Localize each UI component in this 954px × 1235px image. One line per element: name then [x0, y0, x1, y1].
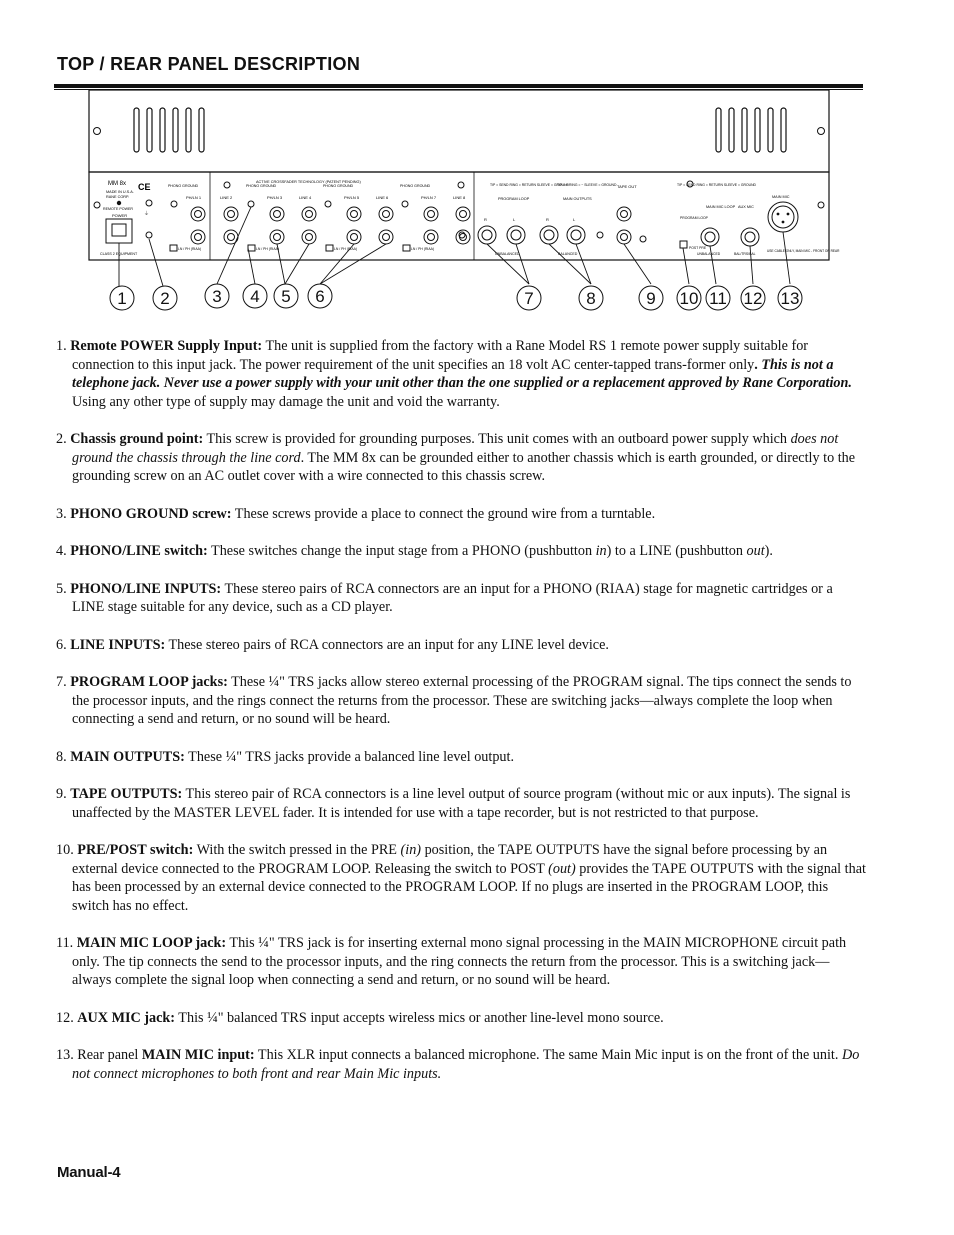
svg-text:R: R: [484, 217, 487, 222]
svg-text:TAPE OUT: TAPE OUT: [617, 184, 637, 189]
svg-text:LN / PH (RIAA): LN / PH (RIAA): [334, 247, 357, 251]
svg-text:CLASS 2 EQUIPMENT: CLASS 2 EQUIPMENT: [100, 252, 138, 256]
callout-12: 12: [743, 289, 763, 308]
input-channels: [168, 184, 470, 251]
svg-text:PROGRAM LOOP: PROGRAM LOOP: [680, 216, 708, 220]
svg-text:ACTIVE CROSSFADER TECHNOLOGY (: ACTIVE CROSSFADER TECHNOLOGY (PATENT PENDING): [256, 180, 361, 184]
svg-text:TIP = SEND RING = RETURN SLEEV: TIP = SEND RING = RETURN SLEEVE = GROUND: [677, 183, 756, 187]
svg-text:POST PRE: POST PRE: [689, 246, 707, 250]
svg-text:MM 8x: MM 8x: [108, 181, 126, 187]
svg-text:POWER: POWER: [112, 213, 128, 218]
svg-text:BALANCED: BALANCED: [558, 252, 578, 256]
svg-text:MAIN MIC: MAIN MIC: [772, 195, 790, 199]
list-item: 5. PHONO/LINE INPUTS: These stereo pairs of RCA connectors are an input for a PHONO (RIAA) stage for magnetic cartridges or a LINE stage suitable for any device, such as a CD player.: [56, 580, 833, 615]
callout-4: 4: [250, 287, 260, 306]
callout-8: 8: [586, 289, 596, 308]
callout-10: 10: [679, 289, 699, 308]
svg-text:REMOTE POWER: REMOTE POWER: [103, 207, 133, 211]
list-item: 9. TAPE OUTPUTS: This stereo pair of RCA connectors is a line level output of source program (without mic or aux inputs). The signal is unaffected by the MASTER LEVEL fader. It is intended for use with a tape recorder, but is not restricted to that purpose.: [56, 786, 851, 821]
list-item: 4. PHONO/LINE switch: These switches change the input stage from a PHONO (pushbutton in) to a LINE (pushbutton out).: [56, 543, 773, 559]
page-title: TOP / REAR PANEL DESCRIPTION: [57, 54, 361, 74]
svg-text:PROGRAM LOOP: PROGRAM LOOP: [498, 197, 530, 201]
list-item: 13. Rear panel MAIN MIC input: This XLR input connects a balanced microphone. The same Main Mic input is on the front of the unit. Do not connect microphones to both front and rear Main Mic inputs.: [56, 1047, 860, 1082]
list-item: 8. MAIN OUTPUTS: These ¼" TRS jacks provide a balanced line level output.: [56, 748, 515, 765]
svg-text:PHONO GROUND: PHONO GROUND: [168, 184, 199, 188]
page-footer: Manual-4: [57, 1164, 121, 1181]
svg-text:LN / PH (RIAA): LN / PH (RIAA): [178, 247, 201, 251]
callout-2: 2: [160, 289, 170, 308]
svg-text:PH/LN 7: PH/LN 7: [421, 195, 437, 200]
svg-text:LINE 2: LINE 2: [220, 195, 233, 200]
svg-text:MADE IN U.S.A.: MADE IN U.S.A.: [106, 190, 134, 194]
list-item: 10. PRE/POST switch: With the switch pressed in the PRE (in) position, the TAPE OUTPUTS have the signal before processing by an external device connected to the PROGRAM LOOP. Releasing the switch to POST (out) provides the TAPE OUTPUTS with the signal that has been processed by an external device connected to the PROGRAM LOOP. If no plugs are inserted in the PROGRAM LOOP, this switch has no effect.: [56, 842, 866, 914]
callout-6: 6: [315, 287, 325, 306]
screw-icon: [818, 202, 824, 208]
svg-text:TIP = SEND RING = RETURN SLEEV: TIP = SEND RING = RETURN SLEEVE = GROUND: [490, 183, 569, 187]
list-item: 1. Remote POWER Supply Input: The unit is supplied from the factory with a Rane Model RS 1 remote power supply suitable for connection to this input jack. The power requirement of the unit specifies an 18 volt AC center-tapped trans-former only. This is not a telephone jack. Never use a power supply with your unit other than the one supplied or a replacement approved by Rane Corporation. Using any other type of supply may damage the unit and void the warranty.: [56, 338, 852, 410]
list-item: 2. Chassis ground point: This screw is provided for grounding purposes. This unit comes with an outboard power supply which does not ground the chassis through the line cord. The MM 8x can be grounded either to another chassis which is earth grounded, or directly to the grounding screw on an AC outlet cover with a wire connected to this chassis screw.: [56, 431, 856, 484]
callout-11: 11: [709, 289, 727, 308]
callout-3: 3: [212, 287, 222, 306]
chassis-ground-screw-icon: [146, 200, 152, 206]
svg-text:PHONO GROUND: PHONO GROUND: [323, 184, 354, 188]
svg-text:CE: CE: [138, 182, 151, 192]
list-item: 3. PHONO GROUND screw: These screws provide a place to connect the ground wire from a turntable.: [56, 505, 656, 522]
svg-text:L: L: [573, 217, 576, 222]
svg-text:RANE CORP.: RANE CORP.: [106, 195, 130, 199]
svg-text:UNBALANCED: UNBALANCED: [697, 252, 721, 256]
callout-7: 7: [524, 289, 534, 308]
list-item: 12. AUX MIC jack: This ¼" balanced TRS input accepts wireless mics or another line-level mono source.: [56, 1009, 664, 1026]
callout-9: 9: [646, 289, 656, 308]
vent-slots-right: [716, 108, 786, 152]
vent-slots-left: [134, 108, 204, 152]
svg-text:L: L: [513, 217, 516, 222]
svg-text:AUX MIC: AUX MIC: [738, 205, 754, 209]
svg-text:⏚: ⏚: [144, 211, 150, 217]
callout-5: 5: [281, 287, 291, 306]
callout-1: 1: [117, 289, 127, 308]
svg-text:R: R: [546, 217, 549, 222]
svg-text:LN / PH (RIAA): LN / PH (RIAA): [256, 247, 279, 251]
description-list: [56, 337, 866, 1102]
svg-text:PHONO GROUND: PHONO GROUND: [400, 184, 431, 188]
list-item: 6. LINE INPUTS: These stereo pairs of RCA connectors are an input for any LINE level device.: [56, 636, 609, 653]
svg-text:PH/LN 3: PH/LN 3: [267, 195, 283, 200]
svg-text:LINE 8: LINE 8: [453, 195, 466, 200]
svg-text:BAL/TRS/BAL: BAL/TRS/BAL: [734, 252, 756, 256]
callout-numbers: [117, 287, 799, 308]
screw-icon: [818, 128, 825, 135]
list-item: 7. PROGRAM LOOP jacks: These ¼" TRS jacks allow stereo external processing of the PROGRAM signal. The tips connect the sends to the processor inputs, and the rings connect the returns from the processor. These are switching jacks—always complete the loop when connecting a send and return, or no sound will be heard.: [56, 674, 852, 727]
svg-text:MAIN OUTPUTS: MAIN OUTPUTS: [563, 197, 592, 201]
svg-text:PH/LN 1: PH/LN 1: [186, 195, 202, 200]
svg-text:PH/LN 5: PH/LN 5: [344, 195, 360, 200]
callout-13: 13: [780, 289, 800, 308]
list-item: 11. MAIN MIC LOOP jack: This ¼" TRS jack is for inserting external mono signal processing in the MAIN MICROPHONE circuit path only. The tip connects the send to the processor inputs, and the ring connects the return from the processor. This is a switching jack—always complete the signal loop when connecting a send and return, or no sound will be heard.: [56, 935, 847, 988]
svg-text:LN / PH (RIAA): LN / PH (RIAA): [411, 247, 434, 251]
svg-text:PHONO GROUND: PHONO GROUND: [246, 184, 277, 188]
screw-icon: [94, 128, 101, 135]
screw-icon: [94, 202, 100, 208]
rear-panel-diagram: [70, 90, 860, 320]
title-rule: [54, 84, 863, 88]
power-jack-icon: [112, 224, 126, 236]
svg-text:USE CABLE ONLY, MAIN MIC - FRO: USE CABLE ONLY, MAIN MIC - FRONT OR REAR: [767, 249, 840, 253]
svg-text:UNBALANCED: UNBALANCED: [495, 252, 520, 256]
svg-text:LINE 6: LINE 6: [376, 195, 389, 200]
svg-text:LINE 4: LINE 4: [299, 195, 312, 200]
svg-text:MAIN MIC LOOP: MAIN MIC LOOP: [706, 205, 736, 209]
svg-text:TIP = + RING = − SLEEVE = GROU: TIP = + RING = − SLEEVE = GROUND: [557, 183, 617, 187]
